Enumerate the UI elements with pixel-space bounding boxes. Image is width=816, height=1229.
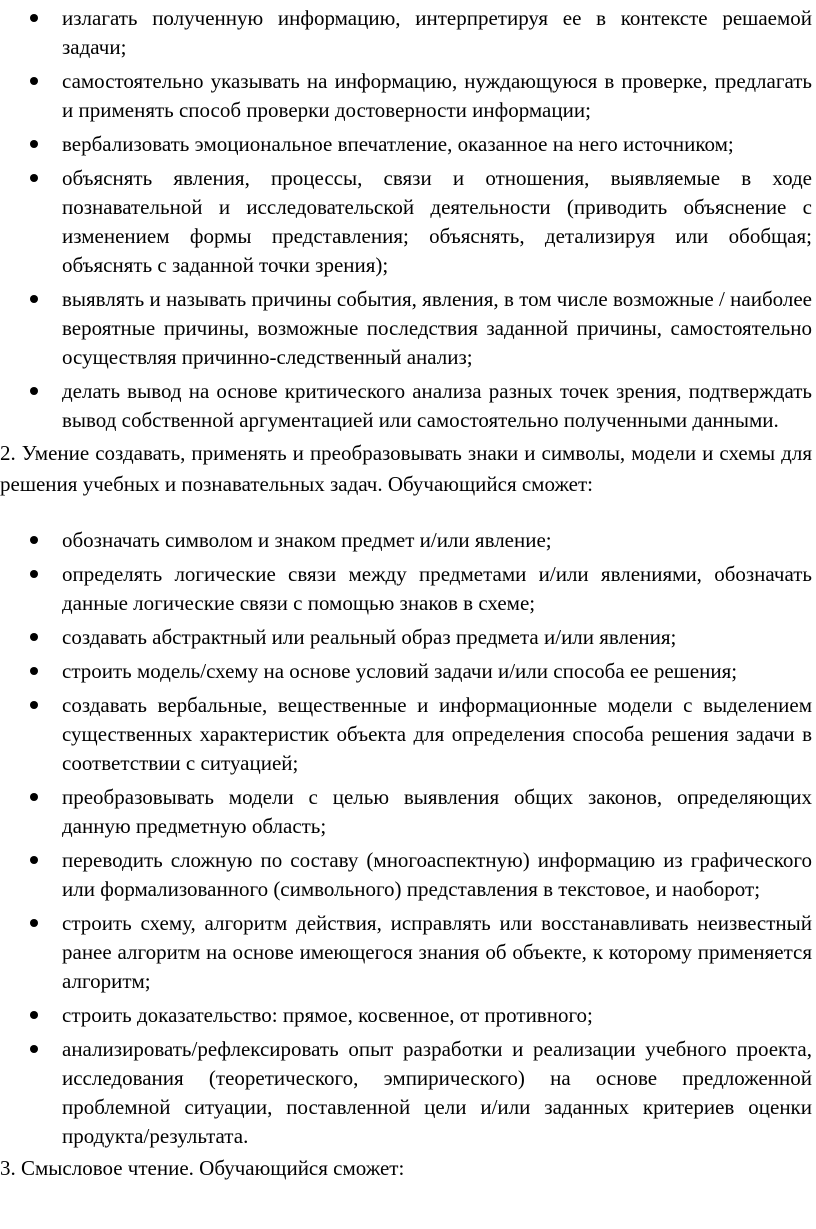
- list-item: [0, 560, 816, 618]
- list-item: [0, 164, 816, 280]
- list-item-text: анализировать/рефлексировать опыт разработки и реализации учебного проекта, исследования (теоретического, эмпирического) на основе предложенной проблемной ситуации, поставленной цели и/или заданных критериев оценки продукта/результата.: [62, 1037, 812, 1148]
- list-item-text: обозначать символом и знаком предмет и/или явление;: [62, 528, 552, 552]
- list-item-text: выявлять и называть причины события, явления, в том числе возможные / наиболее вероятные причины, возможные последствия заданной причины, самостоятельно осуществляя причинно-следственный анализ;: [62, 287, 812, 369]
- list-item: [0, 130, 816, 159]
- list-item: [0, 377, 816, 435]
- bullet-icon: [30, 140, 38, 148]
- list-item: [0, 623, 816, 652]
- bullet-icon: [30, 1045, 38, 1053]
- bullet-icon: [30, 295, 38, 303]
- bullet-icon: [30, 570, 38, 578]
- bullet-icon: [30, 536, 38, 544]
- list-item: [0, 67, 816, 125]
- list-item: [0, 783, 816, 841]
- bullet-icon: [30, 793, 38, 801]
- bullet-icon: [30, 667, 38, 675]
- section-3-heading: 3. Смысловое чтение. Обучающийся сможет:: [0, 1156, 405, 1180]
- list-item-text: вербализовать эмоциональное впечатление, оказанное на него источником;: [62, 132, 734, 156]
- list-item: [0, 285, 816, 372]
- bullet-icon: [30, 174, 38, 182]
- list-item-text: строить модель/схему на основе условий задачи и/или способа ее решения;: [62, 659, 738, 683]
- list-item-text: преобразовывать модели с целью выявления общих законов, определяющих данную предметную область;: [62, 785, 812, 838]
- list-item-text: объяснять явления, процессы, связи и отношения, выявляемые в ходе познавательной и исследовательской деятельности (приводить объяснение с изменением формы представления; объяснять, детализируя или обобщая; объяснять с заданной точки зрения);: [62, 166, 812, 277]
- bullet-list-1: [0, 0, 816, 435]
- bullet-icon: [30, 1011, 38, 1019]
- list-item: [0, 909, 816, 996]
- bullet-list-2: [0, 526, 816, 1151]
- list-item-text: строить схему, алгоритм действия, исправлять или восстанавливать неизвестный ранее алгоритм на основе имеющегося знания об объекте, к которому применяется алгоритм;: [62, 911, 812, 993]
- list-item: [0, 4, 816, 62]
- list-item: [0, 1035, 816, 1151]
- bullet-icon: [30, 633, 38, 641]
- list-item-text: строить доказательство: прямое, косвенное, от противного;: [62, 1003, 593, 1027]
- list-item-text: определять логические связи между предметами и/или явлениями, обозначать данные логические связи с помощью знаков в схеме;: [62, 562, 812, 615]
- section-2-heading: 2. Умение создавать, применять и преобразовывать знаки и символы, модели и схемы для решения учебных и познавательных задач. Обучающийся сможет:: [0, 441, 812, 496]
- list-item: [0, 657, 816, 686]
- bullet-icon: [30, 77, 38, 85]
- list-item: [0, 526, 816, 555]
- list-item-text: создавать вербальные, вещественные и информационные модели с выделением существенных характеристик объекта для определения способа решения задачи в соответствии с ситуацией;: [62, 693, 812, 775]
- bullet-icon: [30, 701, 38, 709]
- list-item-text: переводить сложную по составу (многоаспектную) информацию из графического или формализованного (символьного) представления в текстовое, и наоборот;: [62, 848, 812, 901]
- bullet-icon: [30, 919, 38, 927]
- list-item: [0, 846, 816, 904]
- bullet-icon: [30, 14, 38, 22]
- list-item-text: излагать полученную информацию, интерпретируя ее в контексте решаемой задачи;: [62, 6, 812, 59]
- list-item-text: создавать абстрактный или реальный образ предмета и/или явления;: [62, 625, 677, 649]
- list-item-text: самостоятельно указывать на информацию, нуждающуюся в проверке, предлагать и применять способ проверки достоверности информации;: [62, 69, 812, 122]
- list-item: [0, 1001, 816, 1030]
- list-item-text: делать вывод на основе критического анализа разных точек зрения, подтверждать вывод собственной аргументацией или самостоятельно полученными данными.: [62, 379, 812, 432]
- bullet-icon: [30, 856, 38, 864]
- bullet-icon: [30, 387, 38, 395]
- list-item: [0, 691, 816, 778]
